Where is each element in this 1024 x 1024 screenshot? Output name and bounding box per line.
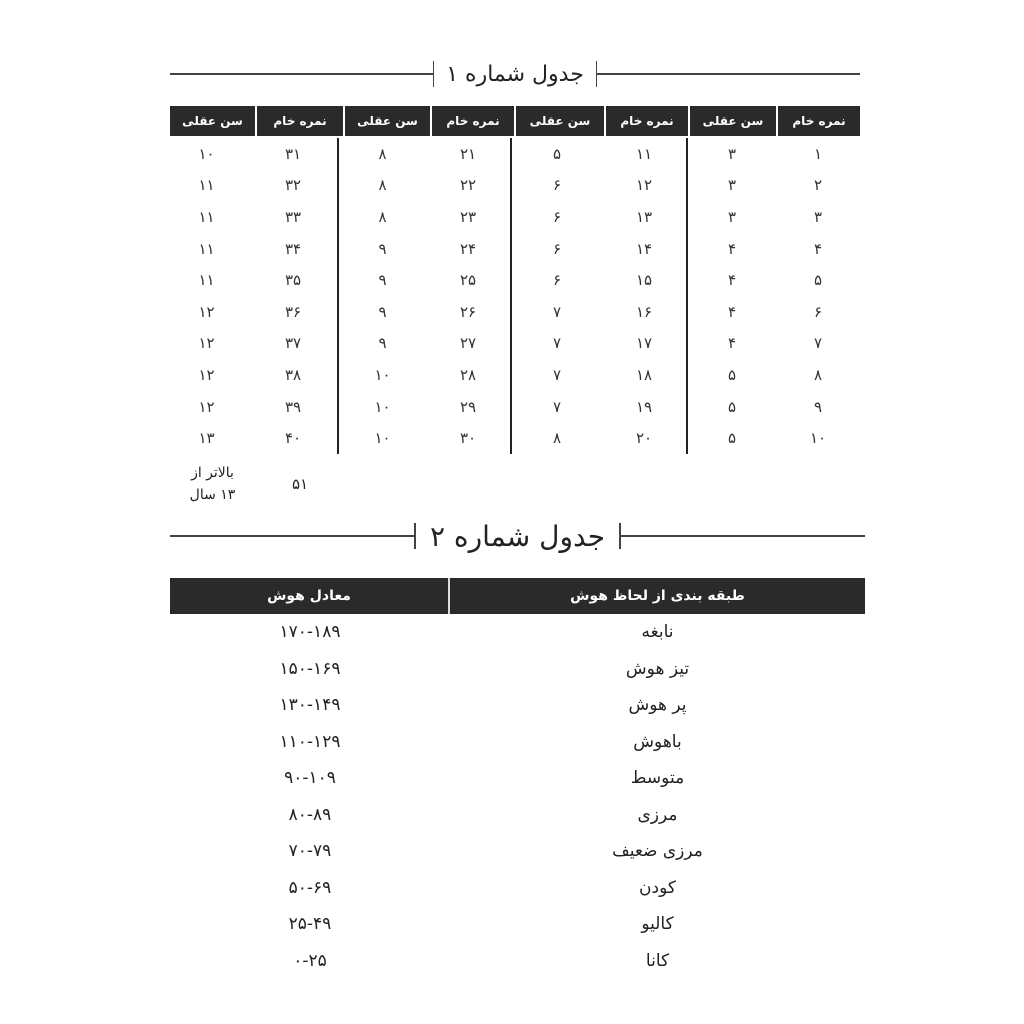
raw-score-cell: ۶ xyxy=(813,302,823,321)
table-row xyxy=(512,201,686,233)
table1-body xyxy=(170,138,860,454)
classification-cell: پر هوش xyxy=(628,695,687,716)
table-row xyxy=(170,651,865,688)
mental-age-cell: ۹ xyxy=(378,302,387,321)
table-row xyxy=(170,724,865,761)
mental-age-cell: ۶ xyxy=(552,207,562,226)
table-row xyxy=(688,391,860,423)
table-row xyxy=(164,264,337,296)
table-row xyxy=(339,201,510,233)
table-row xyxy=(170,943,865,980)
raw-score-cell: ۱۹ xyxy=(635,397,653,416)
mental-age-cell: ۱۲ xyxy=(198,365,215,384)
raw-score-cell: ۷ xyxy=(813,334,823,353)
raw-score-cell: ۱ xyxy=(813,144,823,163)
mental-age-cell: ۶ xyxy=(552,176,562,195)
table-row xyxy=(170,870,865,907)
table1-group xyxy=(164,138,337,454)
mental-age-cell: ۴ xyxy=(727,334,737,353)
table-row xyxy=(170,687,865,724)
raw-score-cell: ۲۰ xyxy=(635,429,653,448)
table-row xyxy=(164,391,337,423)
mental-age-cell: ۷ xyxy=(552,397,562,416)
mental-age-cell: ۴ xyxy=(727,271,737,290)
mental-age-cell: ۹ xyxy=(378,239,387,258)
mental-age-cell: ۳ xyxy=(727,176,737,195)
raw-score-cell: ۲۷ xyxy=(459,334,477,353)
table-row xyxy=(688,233,860,265)
mental-age-cell: ۷ xyxy=(552,334,562,353)
table-row xyxy=(512,391,686,423)
header-raw-score: نمره خام xyxy=(604,106,688,136)
raw-score-cell: ۱۰ xyxy=(809,429,827,448)
extra-raw-score: ۵۱ xyxy=(291,475,309,493)
table2-body xyxy=(170,614,865,979)
iq-range-cell: ۰-۲۵ xyxy=(293,950,327,971)
raw-score-cell: ۳۱ xyxy=(284,144,302,163)
raw-score-cell: ۳۴ xyxy=(284,239,302,258)
table1-title-row xyxy=(170,54,860,94)
raw-score-cell: ۴ xyxy=(813,239,823,258)
table-row xyxy=(164,170,337,202)
header-mental-age: سن عقلی xyxy=(343,106,430,136)
mental-age-cell: ۸ xyxy=(378,176,387,195)
table-row xyxy=(339,138,510,170)
iq-range-cell: ۵۰-۶۹ xyxy=(288,877,332,898)
title-rule-left xyxy=(170,535,414,537)
table-row xyxy=(339,328,510,360)
raw-score-cell: ۲۳ xyxy=(459,207,477,226)
mental-age-cell: ۵ xyxy=(727,429,737,448)
table-row xyxy=(688,422,860,454)
table-row xyxy=(170,797,865,834)
mental-age-cell: ۳ xyxy=(727,207,737,226)
iq-range-cell: ۸۰-۸۹ xyxy=(288,804,332,825)
mental-age-cell: ۱۰ xyxy=(198,144,215,163)
mental-age-cell: ۱۱ xyxy=(198,176,215,195)
table1-group xyxy=(510,138,686,454)
raw-score-cell: ۵ xyxy=(813,271,823,290)
table-row xyxy=(170,906,865,943)
raw-score-cell: ۲۸ xyxy=(459,365,477,384)
table-row xyxy=(339,296,510,328)
raw-score-cell: ۹ xyxy=(813,397,823,416)
table-row xyxy=(512,170,686,202)
table-row xyxy=(688,170,860,202)
raw-score-cell: ۲۱ xyxy=(459,144,477,163)
table-row xyxy=(688,359,860,391)
table-row xyxy=(164,296,337,328)
iq-range-cell: ۱۳۰-۱۴۹ xyxy=(279,695,341,716)
mental-age-cell: ۱۳ xyxy=(198,429,215,448)
table-row xyxy=(512,264,686,296)
classification-cell: کالیو xyxy=(641,914,674,935)
table-row xyxy=(339,264,510,296)
mental-age-cell: ۸ xyxy=(378,207,387,226)
mental-age-cell: ۱۱ xyxy=(198,207,215,226)
table-row xyxy=(512,233,686,265)
mental-age-cell: ۱۱ xyxy=(198,271,215,290)
table-row xyxy=(512,296,686,328)
header-mental-age: سن عقلی xyxy=(514,106,604,136)
mental-age-cell: ۹ xyxy=(378,334,387,353)
table-row xyxy=(164,233,337,265)
extra-age-line1: بالاتر از xyxy=(191,465,234,481)
raw-score-cell: ۸ xyxy=(813,365,823,384)
raw-score-cell: ۳۲ xyxy=(284,176,302,195)
raw-score-cell: ۱۱ xyxy=(635,144,653,163)
mental-age-cell: ۸ xyxy=(552,429,562,448)
title-rule-right xyxy=(597,73,860,75)
mental-age-cell: ۷ xyxy=(552,365,562,384)
table-row xyxy=(512,422,686,454)
raw-score-cell: ۳۹ xyxy=(284,397,302,416)
header-raw-score: نمره خام xyxy=(776,106,860,136)
mental-age-cell: ۱۱ xyxy=(198,239,215,258)
table-row xyxy=(688,138,860,170)
extra-mental-age xyxy=(170,462,255,506)
raw-score-cell: ۲۲ xyxy=(459,176,477,195)
table-row xyxy=(688,264,860,296)
table-row xyxy=(164,422,337,454)
table1-raw-score-mental-age xyxy=(170,106,860,454)
iq-range-cell: ۱۷۰-۱۸۹ xyxy=(279,622,341,643)
table2-title-row xyxy=(170,516,865,556)
header-mental-age: سن عقلی xyxy=(688,106,776,136)
mental-age-cell: ۱۲ xyxy=(198,334,215,353)
table-row xyxy=(339,170,510,202)
table-row xyxy=(688,328,860,360)
table-row xyxy=(339,422,510,454)
table-row xyxy=(164,138,337,170)
table-row xyxy=(170,833,865,870)
table-row xyxy=(339,233,510,265)
header-classification: طبقه بندی از لحاظ هوش xyxy=(448,578,865,614)
iq-range-cell: ۹۰-۱۰۹ xyxy=(284,768,336,789)
raw-score-cell: ۱۸ xyxy=(635,365,653,384)
header-raw-score: نمره خام xyxy=(430,106,514,136)
title-rule-right xyxy=(621,535,865,537)
mental-age-cell: ۵ xyxy=(727,365,737,384)
mental-age-cell: ۵ xyxy=(552,144,562,163)
mental-age-cell: ۱۰ xyxy=(374,365,391,384)
mental-age-cell: ۱۰ xyxy=(374,397,391,416)
raw-score-cell: ۱۷ xyxy=(635,334,653,353)
table-row xyxy=(512,328,686,360)
classification-cell: مرزی xyxy=(637,804,678,825)
raw-score-cell: ۱۳ xyxy=(635,207,653,226)
classification-cell: متوسط xyxy=(630,768,685,789)
mental-age-cell: ۶ xyxy=(552,239,562,258)
mental-age-cell: ۵ xyxy=(727,397,737,416)
raw-score-cell: ۱۶ xyxy=(635,302,653,321)
mental-age-cell: ۴ xyxy=(727,239,737,258)
classification-cell: مرزی ضعیف xyxy=(612,841,703,862)
header-mental-age: سن عقلی xyxy=(170,106,255,136)
mental-age-cell: ۶ xyxy=(552,271,562,290)
raw-score-cell: ۳۵ xyxy=(284,271,302,290)
iq-range-cell: ۷۰-۷۹ xyxy=(288,841,332,862)
header-iq-equivalent: معادل هوش xyxy=(267,588,351,604)
mental-age-cell: ۹ xyxy=(378,271,387,290)
raw-score-cell: ۳۰ xyxy=(459,429,477,448)
raw-score-cell: ۳ xyxy=(813,207,823,226)
header-raw-score: نمره خام xyxy=(255,106,343,136)
raw-score-cell: ۳۳ xyxy=(284,207,302,226)
mental-age-cell: ۱۰ xyxy=(374,429,391,448)
table-row xyxy=(339,391,510,423)
mental-age-cell: ۷ xyxy=(552,302,562,321)
iq-range-cell: ۱۵۰-۱۶۹ xyxy=(279,658,341,679)
classification-cell: تیز هوش xyxy=(625,658,690,679)
raw-score-cell: ۲ xyxy=(813,176,823,195)
table2-iq-classification xyxy=(170,578,865,979)
raw-score-cell: ۱۲ xyxy=(635,176,653,195)
table-row xyxy=(512,138,686,170)
table-row xyxy=(688,201,860,233)
mental-age-cell: ۱۲ xyxy=(198,397,215,416)
classification-cell: کانا xyxy=(645,950,670,971)
table-row xyxy=(170,614,865,651)
table1-extra-row xyxy=(170,462,345,506)
table1-group xyxy=(337,138,510,454)
table-row xyxy=(688,296,860,328)
raw-score-cell: ۴۰ xyxy=(284,429,302,448)
mental-age-cell: ۱۲ xyxy=(198,302,215,321)
table-row xyxy=(170,760,865,797)
classification-cell: نابغه xyxy=(641,622,674,643)
iq-range-cell: ۱۱۰-۱۲۹ xyxy=(279,731,341,752)
raw-score-cell: ۳۶ xyxy=(284,302,302,321)
classification-cell: باهوش xyxy=(633,731,682,752)
table1-header xyxy=(170,106,860,136)
table2-title: جدول شماره ۲ xyxy=(429,519,606,553)
raw-score-cell: ۱۵ xyxy=(635,271,653,290)
table-row xyxy=(164,201,337,233)
extra-age-line2: ۱۳ سال xyxy=(189,487,236,503)
raw-score-cell: ۲۶ xyxy=(459,302,477,321)
mental-age-cell: ۳ xyxy=(727,144,737,163)
raw-score-cell: ۳۸ xyxy=(284,365,302,384)
table-row xyxy=(512,359,686,391)
classification-cell: کودن xyxy=(639,877,676,898)
table1-group xyxy=(686,138,860,454)
table2-header xyxy=(170,578,865,614)
raw-score-cell: ۳۷ xyxy=(284,334,302,353)
table-row xyxy=(164,359,337,391)
table-row xyxy=(164,328,337,360)
title-rule-left xyxy=(170,73,433,75)
mental-age-cell: ۴ xyxy=(727,302,737,321)
raw-score-cell: ۱۴ xyxy=(635,239,653,258)
raw-score-cell: ۲۹ xyxy=(459,397,477,416)
table-row xyxy=(339,359,510,391)
iq-range-cell: ۲۵-۴۹ xyxy=(288,914,332,935)
raw-score-cell: ۲۵ xyxy=(459,271,477,290)
raw-score-cell: ۲۴ xyxy=(459,239,477,258)
mental-age-cell: ۸ xyxy=(378,144,387,163)
table1-title: جدول شماره ۱ xyxy=(446,61,584,87)
